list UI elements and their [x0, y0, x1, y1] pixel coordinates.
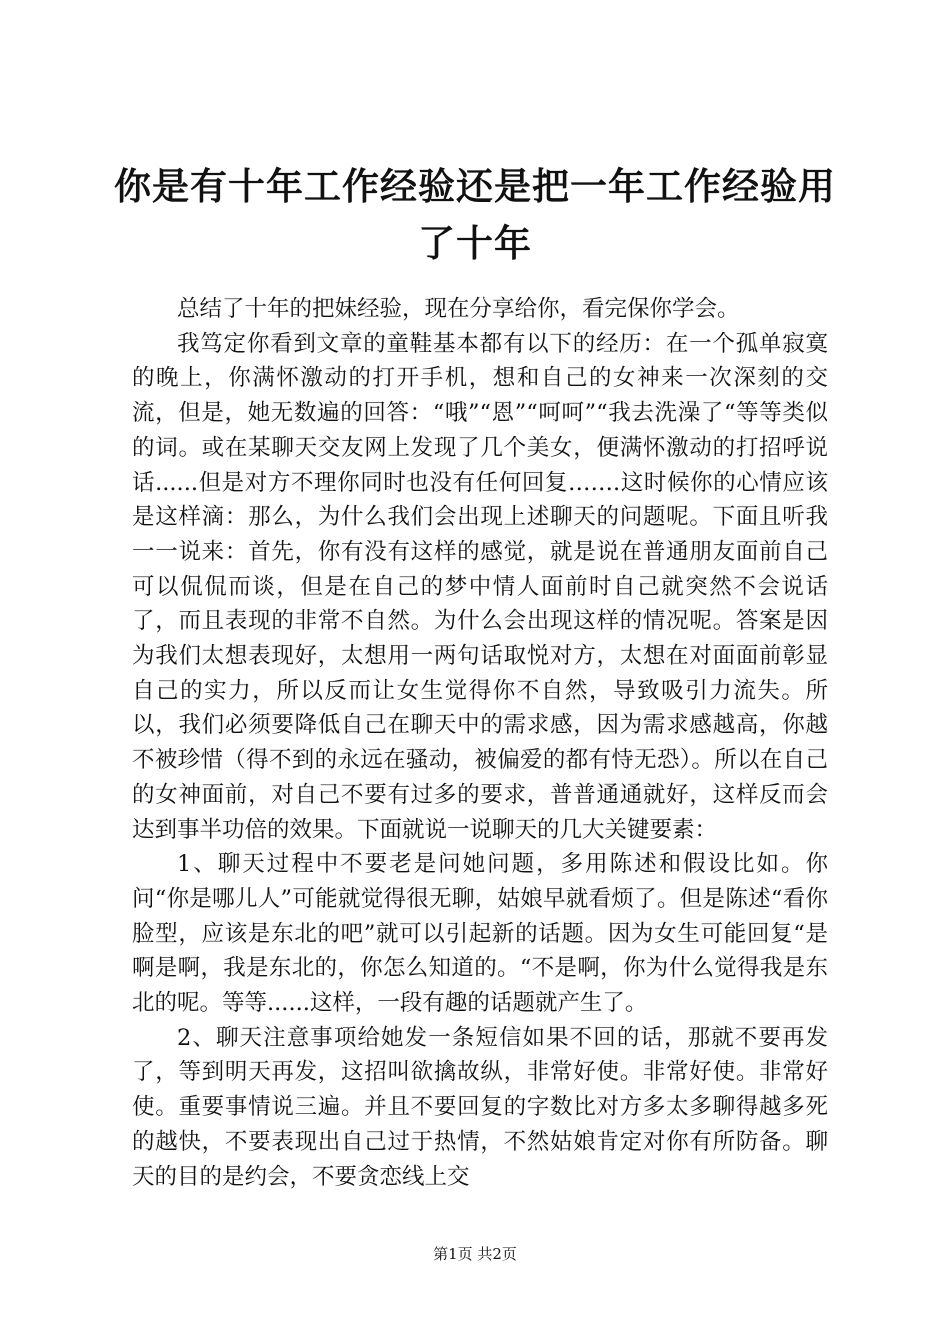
document-body: [132, 292, 828, 1194]
paragraph-intro: 总结了十年的把妹经验，现在分享给你，看完保你学会。: [177, 296, 740, 322]
paragraph-main: 我笃定你看到文章的童鞋基本都有以下的经历：在一个孤单寂寞的晚上，你满怀激动的打开手机，想和自己的女神来一次深刻的交流，但是，她无数遍的回答：“哦”“恩”“呵呵”“我去洗澡了“等等类似的词。或在某聊天交友网上发现了几个美女，便满怀激动的打招呼说话......但是对方不理你同时也没有任何回复…….这时候你的心情应该是这样滴：那么，为什么我们会出现上述聊天的问题呢。下面且听我一一说来：首先，你有没有这样的感觉，就是说在普通朋友面前自己可以侃侃而谈，但是在自己的梦中情人面前时自己就突然不会说话了，而且表现的非常不自然。为什么会出现这样的情况呢。答案是因为我们太想表现好，太想用一两句话取悦对方，太想在对面面前彰显自己的实力，所以反而让女生觉得你不自然，导致吸引力流失。所以，我们必须要降低自己在聊天中的需求感，因为需求感越高，你越不被珍惜（得不到的永远在骚动，被偏爱的都有恃无恐）。所以在自己的女神面前，对自己不要有过多的要求，普普通通就好，这样反而会达到事半功倍的效果。下面就说一说聊天的几大关键要素：: [132, 330, 828, 843]
paragraph-point-2: 2、聊天注意事项给她发一条短信如果不回的话，那就不要再发了，等到明天再发，这招叫欲擒故纵，非常好使。非常好使。非常好使。重要事情说三遍。并且不要回复的字数比对方多太多聊得越多死的越快，不要表现出自己过于热情，不然姑娘肯定对你有所防备。聊天的目的是约会，不要贪恋线上交: [132, 1024, 828, 1190]
paragraph-point-1: 1、聊天过程中不要老是问她问题，多用陈述和假设比如。你问“你是哪儿人”可能就觉得很无聊，姑娘早就看烦了。但是陈述“看你脸型，应该是东北的吧”就可以引起新的话题。因为女生可能回复“是啊是啊，我是东北的，你怎么知道的。“不是啊，你为什么觉得我是东北的呢。等等......这样，一段有趣的话题就产生了。: [132, 851, 828, 1017]
page-footer: 第1页 共2页: [433, 1245, 517, 1263]
document-title: 你是有十年工作经验还是把一年工作经验用了十年: [114, 164, 836, 265]
